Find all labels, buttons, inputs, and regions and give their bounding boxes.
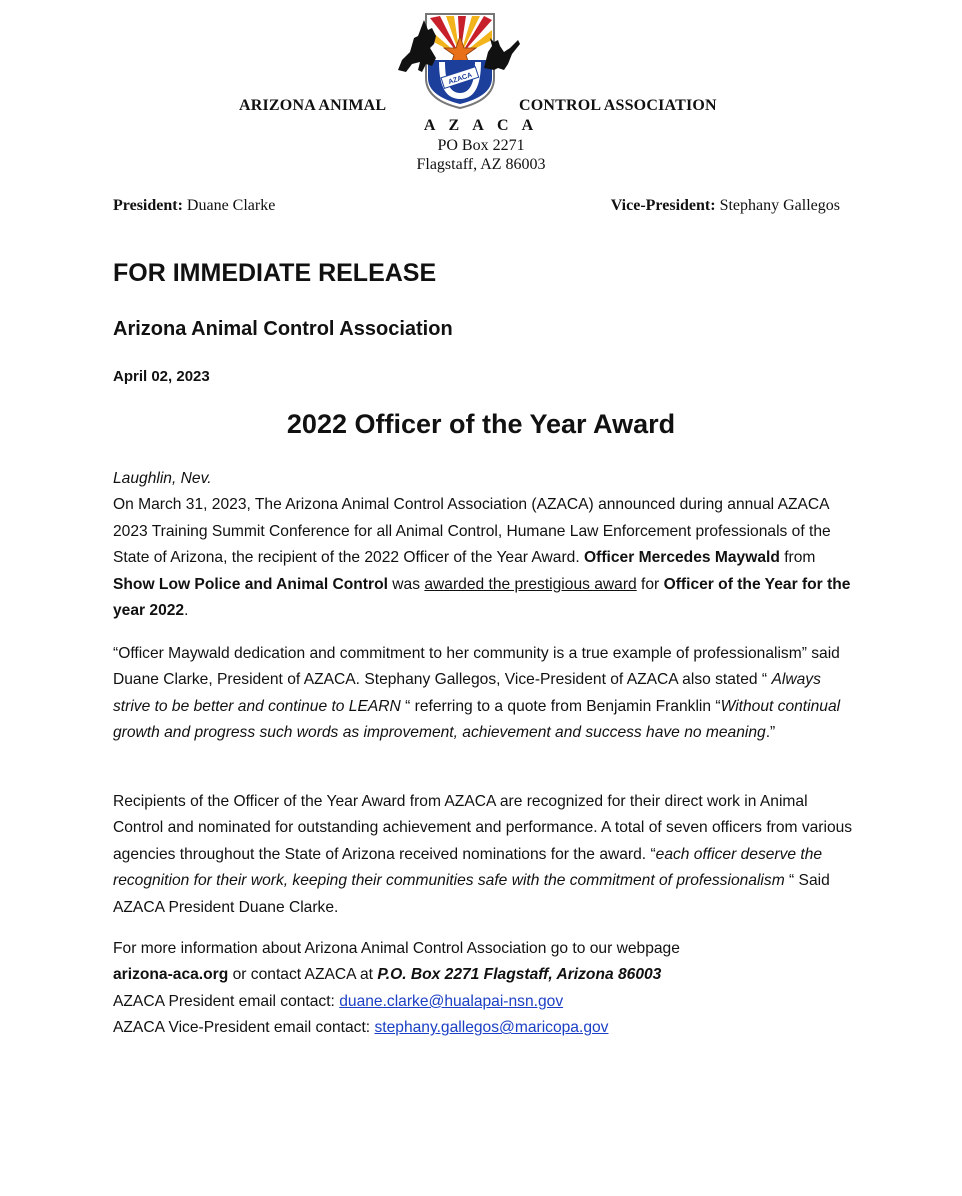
president-line <box>113 197 275 215</box>
agency-name: Show Low Police and Animal Control <box>113 575 388 593</box>
announcement-text: On March 31, 2023, The Arizona Animal Control Association (AZACA) announced during annual AZACA 2023 Training Summit Conference for all Animal Control, Humane Law Enforcement professionals of the State of Arizona, the recipient of the 2022 Officer of the Year Award. <box>113 496 831 567</box>
dateline: Laughlin, Nev. <box>113 470 212 487</box>
recipients-text-b: “ Said AZACA President Duane Clarke. <box>113 872 830 916</box>
text-end: . <box>184 602 189 620</box>
text-was: was <box>387 575 425 593</box>
paragraph-announcement <box>113 466 853 624</box>
contact-text: or contact AZACA at <box>228 966 378 984</box>
paragraph-quotes <box>113 641 853 747</box>
recipients-text-a: Recipients of the Officer of the Year Award from AZACA are recognized for their direct work in Animal Control and nominated for outstanding achievement and performance. A total of seven officers from various agencies throughout the State of Arizona received nominations for the award. “ <box>113 793 853 863</box>
text-from: from <box>779 549 816 567</box>
letterhead-acronym: A Z A C A <box>423 117 539 134</box>
letterhead-name-right: CONTROL ASSOCIATION <box>519 97 717 114</box>
vice-president-line <box>611 197 840 215</box>
azaca-logo <box>396 8 524 112</box>
text-for: for <box>636 575 664 593</box>
officer-name: Officer Mercedes Maywald <box>584 549 780 567</box>
quote-president: each officer deserve the recognition for their work, keeping their communities safe with the commitment of professionalism <box>113 845 823 890</box>
paragraph-recipients <box>113 789 853 921</box>
release-date: April 02, 2023 <box>113 368 210 385</box>
organization-heading: Arizona Animal Control Association <box>113 318 453 340</box>
release-title: 2022 Officer of the Year Award <box>286 409 676 439</box>
quotes-text-a: “Officer Maywald dedication and commitment to her community is a true example of professionalism” said Duane Clarke, President of AZACA. Stephany Gallegos, Vice-President of AZACA also stated “ <box>113 645 840 689</box>
awarded-text: awarded the prestigious award <box>424 575 637 593</box>
letterhead-po-box: PO Box 2271 <box>437 137 525 154</box>
website-text: arizona-aca.org <box>113 966 229 984</box>
quotes-text-c: .” <box>765 724 776 742</box>
release-heading: FOR IMMEDIATE RELEASE <box>113 259 437 287</box>
paragraph-contact <box>113 936 853 1042</box>
mailing-address: P.O. Box 2271 Flagstaff, Arizona 86003 <box>377 966 662 984</box>
quote-franklin: Without continual growth and progress such words as improvement, achievement and success have no meaning <box>113 697 841 742</box>
award-name: Officer of the Year for the year 2022 <box>113 575 851 620</box>
logo-text: AZACA <box>447 71 474 87</box>
quote-learn: Always strive to be better and continue to LEARN <box>113 671 821 715</box>
vice-president-label: Vice-President: <box>610 197 716 214</box>
vice-president-email-label: AZACA Vice-President email contact: <box>113 1019 375 1037</box>
quotes-text-b: “ referring to a quote from Benjamin Franklin “ <box>400 697 721 715</box>
letterhead-name-left: ARIZONA ANIMAL <box>239 97 387 114</box>
contact-intro: For more information about Arizona Animal Control Association go to our webpage <box>113 940 680 957</box>
vice-president-email-link[interactable]: stephany.gallegos@maricopa.gov <box>374 1019 609 1037</box>
president-name: Duane Clarke <box>182 197 276 214</box>
president-email-label: AZACA President email contact: <box>113 992 340 1010</box>
president-label: President: <box>113 197 183 214</box>
vice-president-name: Stephany Gallegos <box>715 197 840 214</box>
president-email-link[interactable]: duane.clarke@hualapai-nsn.gov <box>339 992 564 1010</box>
letterhead-city: Flagstaff, AZ 86003 <box>416 156 546 173</box>
